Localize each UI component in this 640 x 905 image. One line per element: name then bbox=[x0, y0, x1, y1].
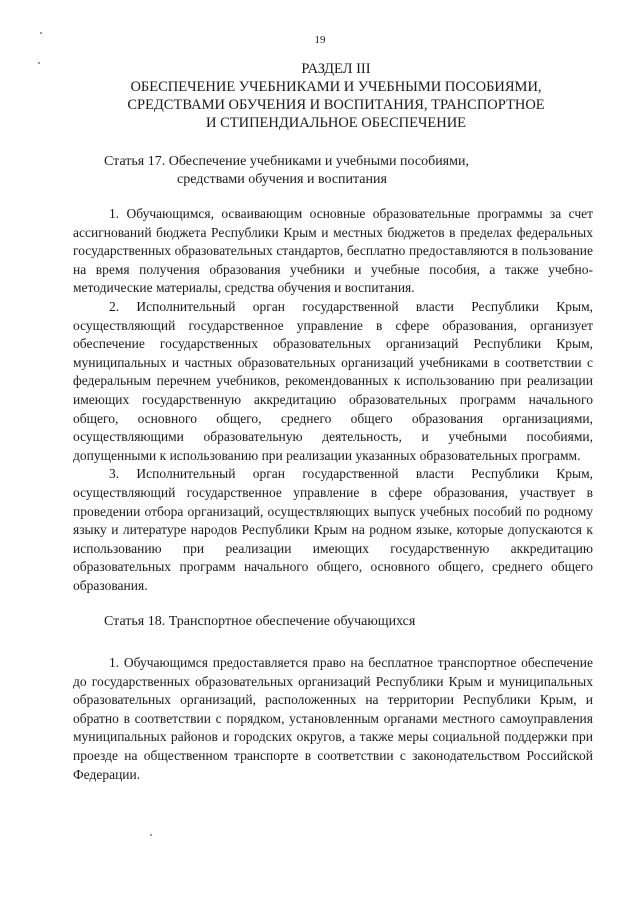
section-title-line: СРЕДСТВАМИ ОБУЧЕНИЯ И ВОСПИТАНИЯ, ТРАНСПОРТНОЕ bbox=[127, 97, 545, 113]
scan-speck bbox=[150, 834, 152, 836]
article-18-title: Статья 18. Транспортное обеспечение обучающихся bbox=[104, 614, 416, 629]
section-title-line: ОБЕСПЕЧЕНИЕ УЧЕБНИКАМИ И УЧЕБНЫМИ ПОСОБИЯМИ, bbox=[130, 79, 542, 95]
article-17-paragraph-3: 3. Исполнительный орган государственной власти Республики Крым, осуществляющий государственное управление в сфере образования, участвует в проведении отбора организаций, осуществляющих выпуск учебных пособий по родному языку и литературе народов Республики Крым на родном языке, которые допускаются к использованию при реализации имеющих государственную аккредитацию образовательных программ начального общего, основного общего, среднего общего образования. bbox=[73, 466, 593, 593]
article-18-body bbox=[73, 654, 593, 784]
section-heading bbox=[60, 60, 612, 132]
article-17-title-line: Статья 17. Обеспечение учебниками и учебными пособиями, bbox=[104, 154, 469, 169]
page-number: 19 bbox=[314, 34, 326, 46]
section-label: РАЗДЕЛ III bbox=[301, 61, 371, 77]
article-17-paragraph-2: 2. Исполнительный орган государственной власти Республики Крым, осуществляющий государственное управление в сфере образования, организует обеспечение государственных образовательных организаций Республики Крым, муниципальных и частных образовательных организаций учебниками в соответствии с федеральным перечнем учебников, рекомендованных к использованию при реализации имеющих государственную аккредитацию образовательных программ начального общего, основного общего, среднего общего образования организациями, осуществляющими образовательную деятельность, и учебными пособиями, допущенными к использованию при реализации указанных образовательных программ. bbox=[73, 298, 593, 463]
article-17-title bbox=[104, 153, 469, 189]
scan-speck bbox=[38, 62, 40, 64]
article-18-paragraph-1: 1. Обучающимся предоставляется право на бесплатное транспортное обеспечение до государственных образовательных организаций Республики Крым и муниципальных образовательных организаций, расположенных на территории Республики Крым, и обратно в соответствии с порядком, установленным органами местного самоуправления муниципальных районов и городских округов, а также меры социальной поддержки при проезде на общественном транспорте в соответствии с законодательством Российской Федерации. bbox=[73, 655, 593, 782]
article-17-title-line: средствами обучения и воспитания bbox=[177, 172, 387, 187]
article-17-paragraph-1: 1. Обучающимся, осваивающим основные образовательные программы за счет ассигнований бюджета Республики Крым и местных бюджетов в пределах федеральных государственных образовательных стандартов, бесплатно предоставляются в пользование на время получения образования учебники и учебные пособия, а также учебно-методические материалы, средства обучения и воспитания. bbox=[73, 206, 593, 296]
article-17-body bbox=[73, 205, 593, 595]
section-title-line: И СТИПЕНДИАЛЬНОЕ ОБЕСПЕЧЕНИЕ bbox=[205, 115, 467, 131]
